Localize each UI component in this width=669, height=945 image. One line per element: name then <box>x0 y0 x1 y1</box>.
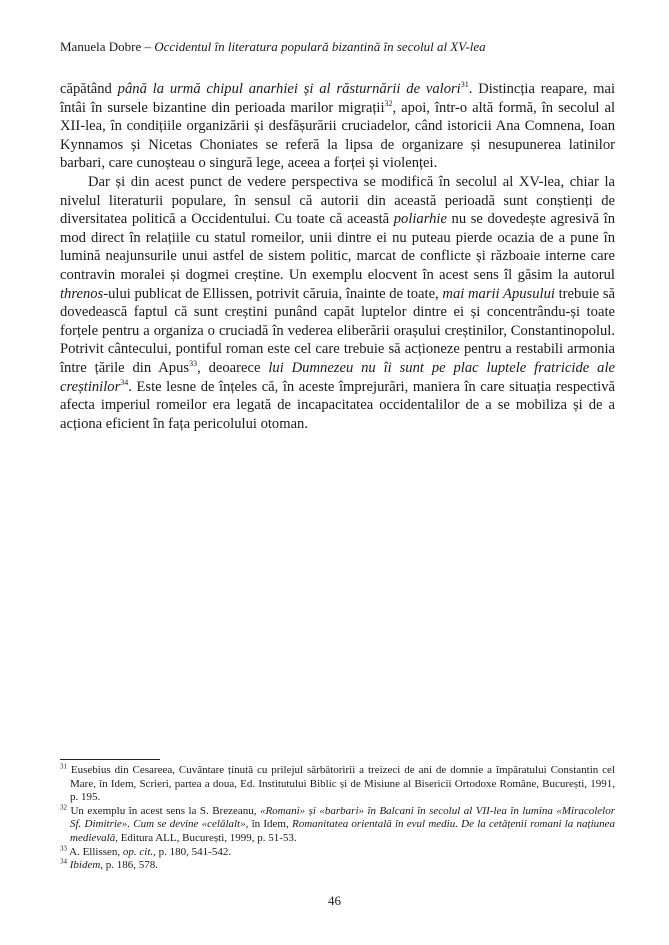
footnote-text: , în Idem, <box>245 818 292 831</box>
footnote-ref-31[interactable]: 31 <box>460 80 469 90</box>
header-title: Occidentul în literatura populară bizantină în secolul al XV-lea <box>154 39 486 54</box>
page-number: 46 <box>328 893 341 908</box>
footnote-text: Un exemplu în acest sens la S. Brezeanu, <box>67 804 260 817</box>
text-span: trebuie să dovedească faptul că sunt creștini punând capăt luptelor dintre ei și concentrându-și toate forțele pentru a organiza o cruciadă în vederea eliberării orașului creștinilor, Constantinopolul. Potrivit cântecului, pontiful roman este cel care trebuie să acționeze pentru a restabili armonia între țările din Apus <box>60 285 615 376</box>
footnote-number: 32 <box>60 803 67 812</box>
footnote-31 <box>60 764 615 805</box>
text-italic: mai marii Apusului <box>442 285 555 302</box>
footnote-number: 33 <box>60 843 67 852</box>
text-span: -ului publicat de Ellissen, potrivit căruia, înainte de toate, <box>103 285 443 302</box>
text-span: . Distincția reapare, mai întâi în sursele bizantine din perioada marilor migrații <box>60 81 615 116</box>
footnote-ref-33[interactable]: 33 <box>189 359 198 369</box>
paragraph-1 <box>60 80 615 173</box>
footnote-italic: op. cit. <box>122 845 154 858</box>
footnote-italic: Romanitatea orientală în evul mediu. De la cetățenii romani la națiunea medievală <box>70 818 616 844</box>
footnote-italic: «Romani» și «barbari» în Balcani în secolul al VII-lea în lumina «Miracolelor Sf. Dimitrie». Cum se devine «celălalt» <box>70 804 616 831</box>
text-span: , apoi, într-o altă formă, în secolul al XII-lea, în condițiile organizării și desfășurării cruciadelor, când istoricii Ana Comnena, Ioan Kynnamos și Nicetas Choniates se referă la lipsa de organizare și nesupunerea latinilor barbari, care cunoșteau o singură lege, aceea a forței și violenței. <box>60 99 616 172</box>
footnote-34 <box>60 859 615 873</box>
main-text <box>60 80 615 433</box>
footnote-text: , Editura ALL, București, 1999, p. 51-53. <box>115 831 297 844</box>
text-italic: până la urmă chipul anarhiei și al răsturnării de valori <box>117 81 461 97</box>
paragraph-2 <box>60 173 615 433</box>
footnote-text: , p. 180, 541-542. <box>153 845 232 858</box>
text-span: nu se dovedește agresivă în mod direct în relațiile cu statul romeilor, unii dintre ei nu puteau pierde ocazia de a pune în lumină neajunsurile unui astfel de sistem politic, marcat de conflicte și războaie interne care contravin moralei și dogmei creștine. Un exemplu elocvent în acest sens îl găsim la autorul <box>60 211 615 283</box>
footnote-number: 31 <box>60 762 67 771</box>
footnote-number: 34 <box>60 857 67 866</box>
running-header <box>60 38 615 56</box>
text-span: Dar și din acest punct de vedere perspectiva se modifică în secolul al XV-lea, chiar la nivelul literaturii populare, în sensul că autorii din această perioadă sunt conștienți de diversitatea politică a Occidentului. Cu toate că această <box>60 173 615 228</box>
footnotes <box>60 764 615 873</box>
footnote-text: , p. 186, 578. <box>100 859 159 872</box>
text-italic: poliarhie <box>393 211 447 228</box>
text-italic: lui Dumnezeu nu îi sunt pe plac luptele fratricide ale creștinilor <box>60 359 615 395</box>
text-span: , deoarece <box>197 359 269 376</box>
text-italic: threnos <box>60 285 104 302</box>
footnote-text: A. Ellissen, <box>67 845 123 858</box>
footnote-divider <box>60 759 160 760</box>
header-author: Manuela Dobre <box>60 39 142 54</box>
footnote-33 <box>60 843 615 860</box>
text-span: . Este lesne de înțeles că, în aceste împrejurări, maniera în care situația respectivă afecta imperiul romeilor era legată de incapacitatea occidentalilor de a se mobiliza și de a acționa eficient în fața pericolului otoman. <box>60 378 615 432</box>
footnote-ref-34[interactable]: 34 <box>120 377 129 387</box>
footnote-ref-32[interactable]: 32 <box>384 98 393 108</box>
text-span: căpătând <box>60 81 118 97</box>
header-separator: – <box>141 39 155 54</box>
footnote-text: Eusebius din Cesareea, Cuvântare ținută cu prilejul sărbătoririi a treizeci de ani de domnie a împăratului Constantin cel Mare, în Idem, Scrieri, partea a doua, Ed. Institutului Biblic și de Misiune al Bisericii Ortodoxe Române, București, 1991, p. 195. <box>67 764 615 804</box>
footnote-italic: Ibidem <box>69 859 101 872</box>
footnote-32 <box>60 805 615 846</box>
